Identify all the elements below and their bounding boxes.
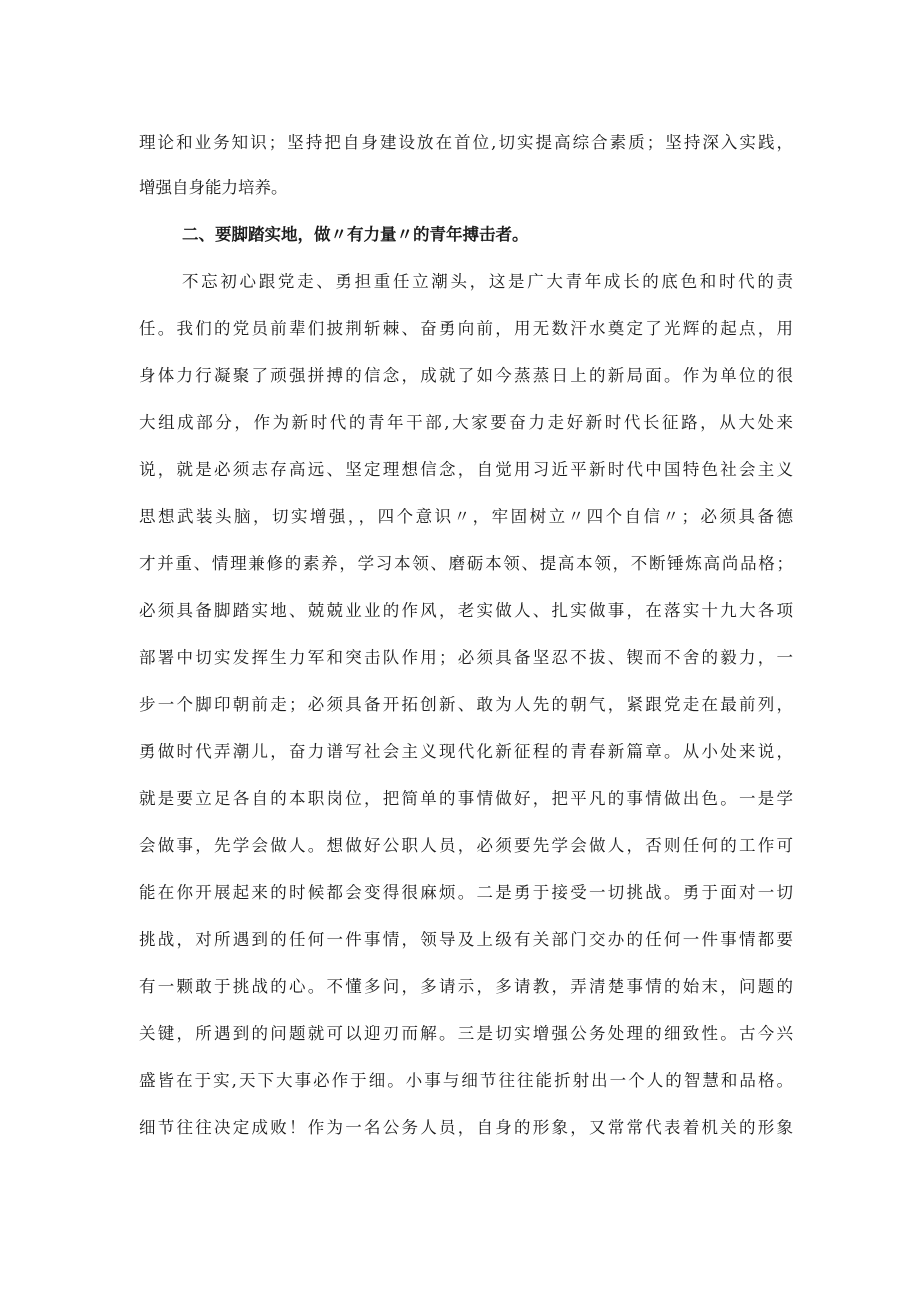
para2-line-17: 关键，所遇到的问题就可以迎刃而解。三是切实增强公务处理的细致性。古今兴 (139, 1024, 793, 1043)
para2-line-14: 能在你开展起来的时候都会变得很麻烦。二是勇于接受一切挑战。勇于面对一切 (139, 883, 793, 902)
para2-line-12: 就是要立足各自的本职岗位，把简单的事情做好，把平凡的事情做出色。一是学 (139, 789, 793, 808)
para2-line-10: 步一个脚印朝前走；必须具备开拓创新、敢为人先的朝气，紧跟党走在最前列， (139, 695, 793, 714)
para2-line-2: 任。我们的党员前辈们披荆斩棘、奋勇向前，用无数汗水奠定了光辉的起点，用 (139, 319, 793, 338)
para2-line-16: 有一颗敢于挑战的心。不懂多问，多请示，多请教，弄清楚事情的始末，问题的 (139, 977, 793, 996)
para2-line-6: 思想武装头脑，切实增强，，四个意识〃，牢固树立〃四个自信〃；必须具备德 (139, 507, 793, 526)
para2-line-9: 部署中切实发挥生力军和突击队作用；必须具备坚忍不拔、锲而不舍的毅力，一 (139, 648, 793, 667)
para2-line-8: 必须具备脚踏实地、兢兢业业的作风，老实做人、扎实做事，在落实十九大各项 (139, 601, 793, 620)
para2-line-13: 会做事，先学会做人。想做好公职人员，必须要先学会做人，否则任何的工作可 (139, 836, 793, 855)
para2-line-7: 才并重、情理兼修的素养，学习本领、磨砺本领、提高本领，不断锤炼高尚品格； (139, 554, 793, 573)
para2-line-15: 挑战，对所遇到的任何一件事情，领导及上级有关部门交办的任何一件事情都要 (139, 930, 793, 949)
para2-line-19: 细节往往决定成败！作为一名公务人员，自身的形象，又常常代表着机关的形象 (139, 1118, 793, 1137)
para2-line-18: 盛皆在于实,天下大事必作于细。小事与细节往往能折射出一个人的智慧和品格。 (139, 1071, 793, 1090)
para1-line-2: 增强自身能力培养。 (139, 178, 288, 197)
para1-line-1: 理论和业务知识；坚持把自身建设放在首位,切实提高综合素质；坚持深入实践， (139, 133, 793, 152)
para2-line-1: 不忘初心跟党走、勇担重任立潮头，这是广大青年成长的底色和时代的责 (182, 272, 793, 291)
para2-line-5: 说，就是必须志存高远、坚定理想信念，自觉用习近平新时代中国特色社会主义 (139, 460, 793, 479)
section-heading: 二、要脚踏实地，做〃有力量〃的青年搏击者。 (182, 225, 529, 244)
para2-line-3: 身体力行凝聚了顽强拼搏的信念，成就了如今蒸蒸日上的新局面。作为单位的很 (139, 366, 793, 385)
para2-line-4: 大组成部分，作为新时代的青年干部,大家要奋力走好新时代长征路，从大处来 (139, 413, 793, 432)
para2-line-11: 勇做时代弄潮儿，奋力谱写社会主义现代化新征程的青春新篇章。从小处来说， (139, 742, 793, 761)
